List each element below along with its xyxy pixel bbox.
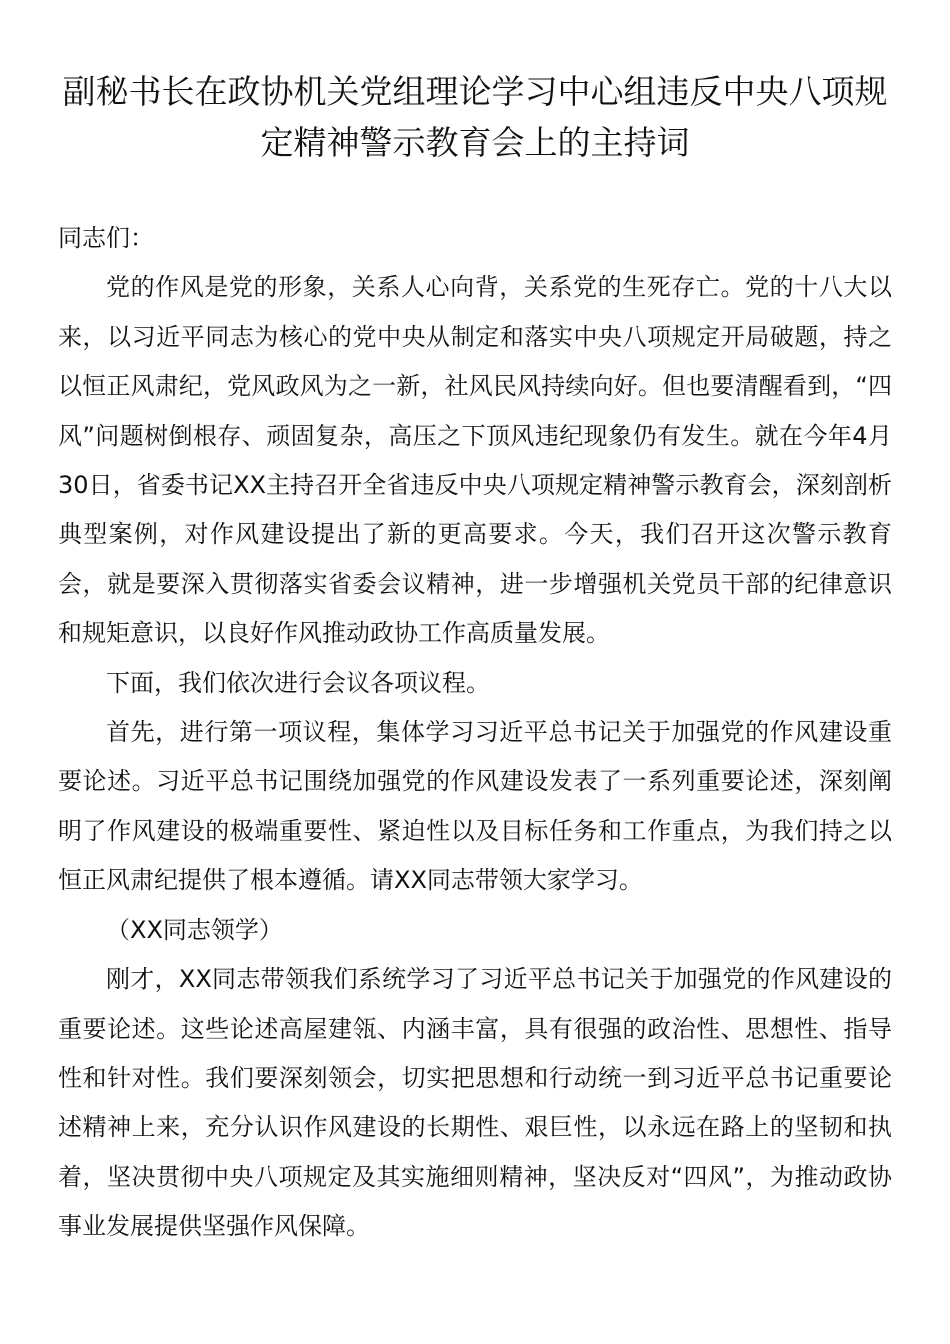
salutation: 同志们： xyxy=(58,224,154,252)
paragraph-summary: 刚才，XX同志带领我们系统学习了习近平总书记关于加强党的作风建设的重要论述。这些论述高屋建瓴、内涵丰富，具有很强的政治性、思想性、指导性和针对性。我们要深刻领会，切实把思想和行动统一到习近平总书记重要论述精神上来，充分认识作风建设的长期性、艰巨性，以永远在路上的坚韧和执着，坚决贯彻中央八项规定及其实施细则精神，坚决反对“四风”，为推动政协事业发展提供坚强作风保障。 xyxy=(58,965,892,1241)
document-body xyxy=(58,214,892,1252)
paragraph-agenda-intro: 下面，我们依次进行会议各项议程。 xyxy=(106,668,490,697)
paragraph-first-agenda: 首先，进行第一项议程，集体学习习近平总书记关于加强党的作风建设重要论述。习近平总书记围绕加强党的作风建设发表了一系列重要论述，深刻阐明了作风建设的极端重要性、紧迫性以及目标任务和工作重点，为我们持之以恒正风肃纪提供了根本遵循。请XX同志带领大家学习。 xyxy=(58,718,892,895)
document-title: 副秘书长在政协机关党组理论学习中心组违反中央八项规定精神警示教育会上的主持词 xyxy=(62,72,888,162)
paragraph-opening: 党的作风是党的形象，关系人心向背，关系党的生死存亡。党的十八大以来，以习近平同志为核心的党中央从制定和落实中央八项规定开局破题，持之以恒正风肃纪，党风政风为之一新，社风民风持续向好。但也要清醒看到，“四风”问题树倒根存、顽固复杂，高压之下顶风违纪现象仍有发生。就在今年4月30日，省委书记XX主持召开全省违反中央八项规定精神警示教育会，深刻剖析典型案例，对作风建设提出了新的更高要求。今天，我们召开这次警示教育会，就是要深入贯彻落实省委会议精神，进一步增强机关党员干部的纪律意识和规矩意识，以良好作风推动政协工作高质量发展。 xyxy=(58,273,892,648)
stage-note: （XX同志领学） xyxy=(106,915,283,944)
